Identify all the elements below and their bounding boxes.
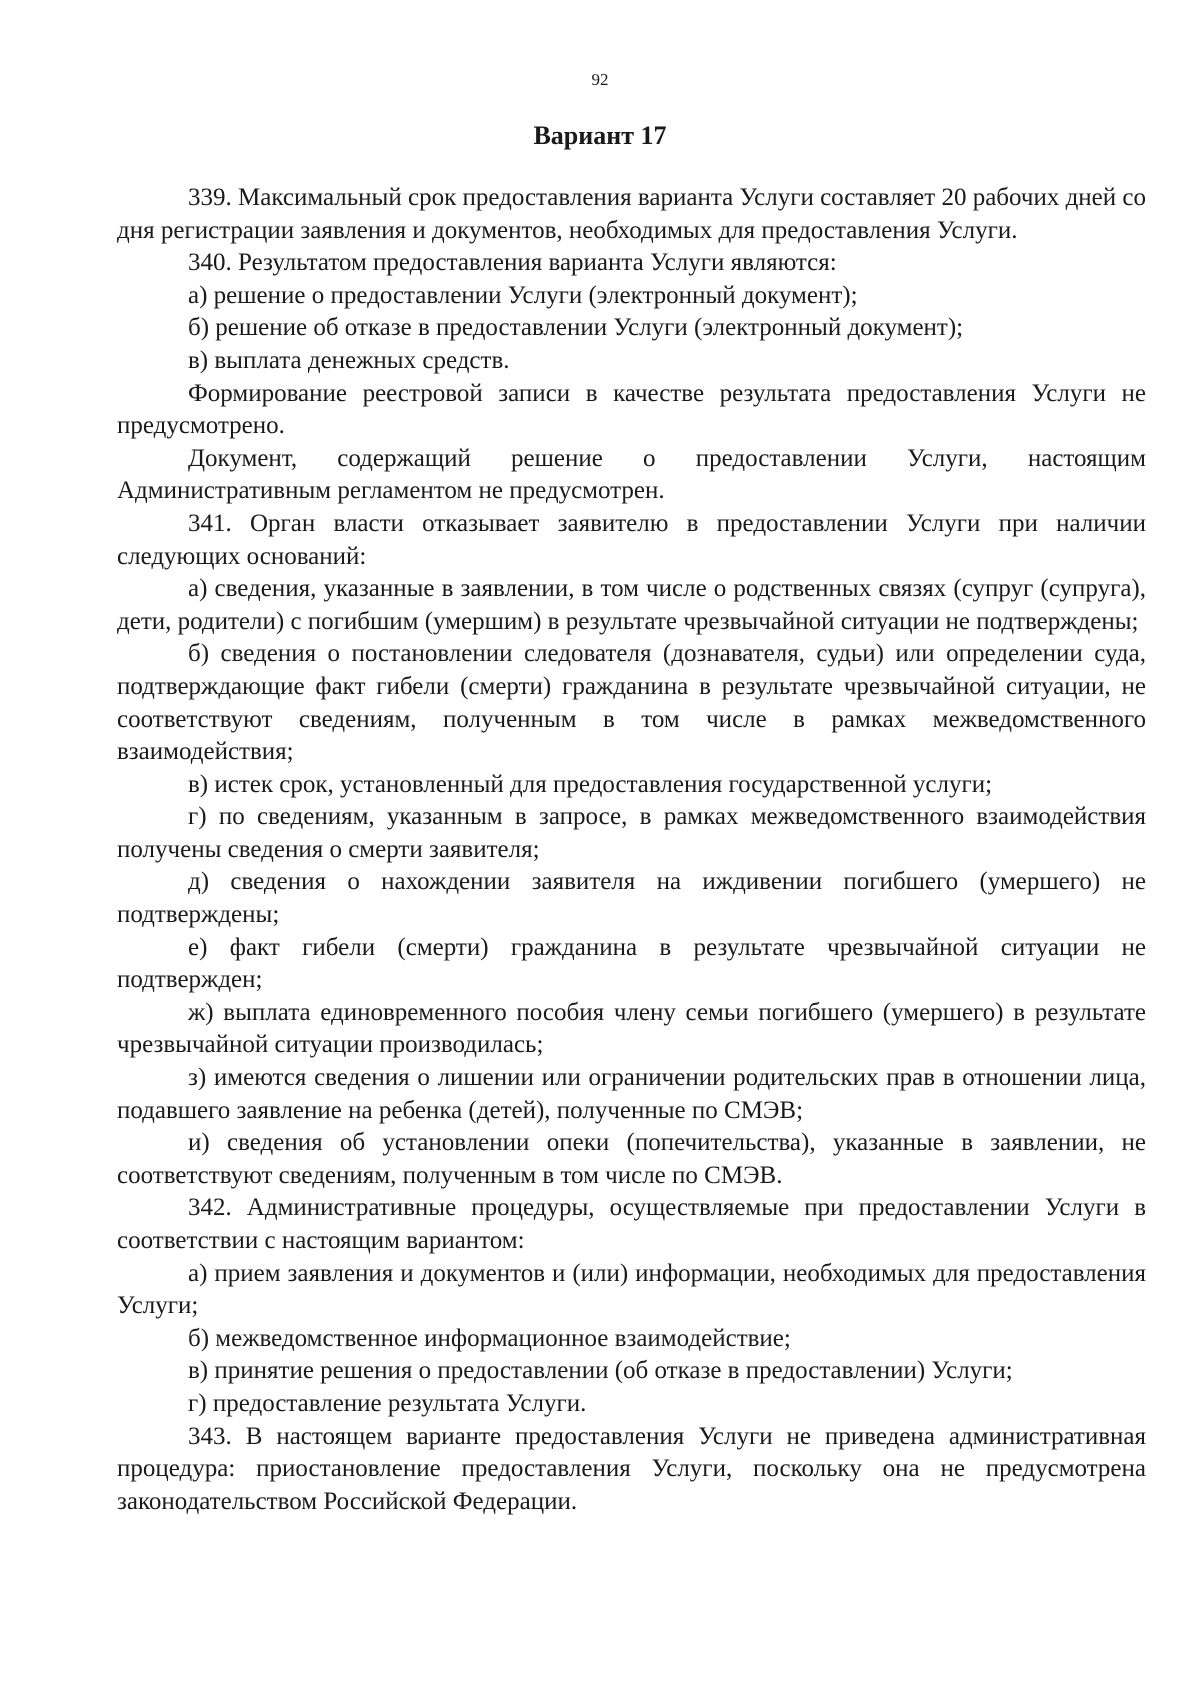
list-item-341-i: и) сведения об установлении опеки (попечительства), указанные в заявлении, не соответствуют сведениям, полученным в том числе по СМЭВ. <box>117 1129 1146 1189</box>
page-number: 92 <box>591 70 609 89</box>
list-item-340-b: б) решение об отказе в предоставлении Услуги (электронный документ); <box>188 314 964 342</box>
section-title: Вариант 17 <box>533 121 667 150</box>
paragraph-340: 340. Результатом предоставления варианта Услуги являются: <box>188 249 837 277</box>
list-item-342-v: в) принятие решения о предоставлении (об отказе в предоставлении) Услуги; <box>188 1357 1013 1385</box>
paragraph-342: 342. Административные процедуры, осуществляемые при предоставлении Услуги в соответствии с настоящим вариантом: <box>117 1194 1146 1254</box>
list-item-341-z: з) имеются сведения о лишении или ограничении родительских прав в отношении лица, подавшего заявление на ребенка (детей), полученные по СМЭВ; <box>117 1064 1146 1124</box>
paragraph-339: 339. Максимальный срок предоставления варианта Услуги составляет 20 рабочих дней со дня регистрации заявления и документов, необходимых для предоставления Услуги. <box>117 184 1146 244</box>
list-item-340-v: в) выплата денежных средств. <box>188 346 510 374</box>
paragraph-341: 341. Орган власти отказывает заявителю в предоставлении Услуги при наличии следующих оснований: <box>117 509 1146 570</box>
list-item-340-a: а) решение о предоставлении Услуги (электронный документ); <box>188 281 858 309</box>
list-item-342-b: б) межведомственное информационное взаимодействие; <box>188 1324 791 1352</box>
document-body <box>117 182 1146 1518</box>
list-item-342-g: г) предоставление результата Услуги. <box>188 1389 587 1417</box>
list-item-341-b: б) сведения о постановлении следователя (дознавателя, судьи) или определении суда, подтверждающие факт гибели (смерти) гражданина в результате чрезвычайной ситуации, не соответствуют сведениям, полученным в том числе в рамках межведомственного взаимодействия; <box>117 640 1146 766</box>
list-item-342-a: а) прием заявления и документов и (или) информации, необходимых для предоставления Услуги; <box>117 1259 1146 1320</box>
paragraph-343: 343. В настоящем варианте предоставления Услуги не приведена административная процедура: приостановление предоставления Услуги, поскольку она не предусмотрена законодательством Российской Федерации. <box>117 1422 1146 1515</box>
list-item-341-g: г) по сведениям, указанным в запросе, в рамках межведомственного взаимодействия получены сведения о смерти заявителя; <box>117 803 1146 863</box>
list-item-341-e: е) факт гибели (смерти) гражданина в результате чрезвычайной ситуации не подтвержден; <box>117 933 1146 994</box>
paragraph-registry-record: Формирование реестровой записи в качестве результата предоставления Услуги не предусмотрено. <box>117 379 1146 440</box>
list-item-341-zh: ж) выплата единовременного пособия члену семьи погибшего (умершего) в результате чрезвычайной ситуации производилась; <box>117 998 1146 1059</box>
list-item-341-d: д) сведения о нахождении заявителя на иждивении погибшего (умершего) не подтверждены; <box>117 868 1146 929</box>
list-item-341-v: в) истек срок, установленный для предоставления государственной услуги; <box>188 770 993 798</box>
paragraph-decision-document: Документ, содержащий решение о предоставлении Услуги, настоящим Административным регламентом не предусмотрен. <box>117 444 1146 505</box>
list-item-341-a: а) сведения, указанные в заявлении, в том числе о родственных связях (супруг (супруга), дети, родители) с погибшим (умершим) в результате чрезвычайной ситуации не подтверждены; <box>117 575 1146 635</box>
